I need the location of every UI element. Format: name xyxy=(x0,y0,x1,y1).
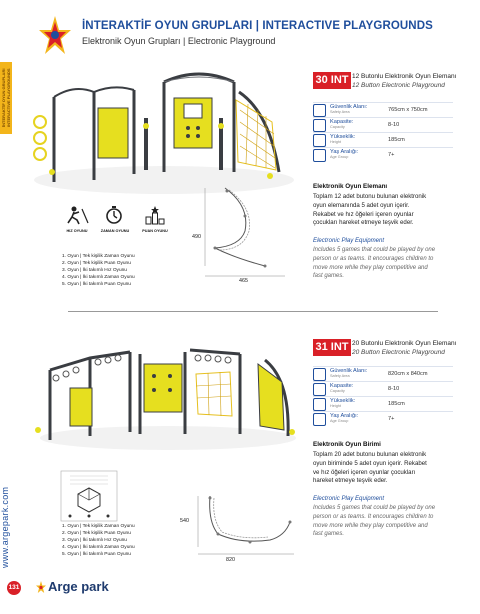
spec-label: Yükseklik: xyxy=(330,133,356,140)
brand-star-small-logo xyxy=(36,581,46,595)
product-code-badge: 31 INT xyxy=(313,339,351,356)
height-icon xyxy=(313,398,326,411)
product-title-en: 12 Button Electronic Playground xyxy=(352,82,445,89)
spec-row-safety xyxy=(313,366,453,381)
description-text: Toplam 12 adet butonu bulunan elektronik oyun elemanında 5 adet oyun içerir. Rekabet ve hız öğeleri içeren oyunlar çocukları hareket etmeye teşvik eder. xyxy=(313,193,427,227)
safety-area-icon xyxy=(313,368,326,381)
spec-value: 185cm xyxy=(388,137,405,143)
dimension-height: 490 xyxy=(192,234,201,240)
spec-value: 8-10 xyxy=(388,122,400,128)
brand-star-logo xyxy=(38,14,72,58)
spec-value: 765cm x 750cm xyxy=(388,107,428,113)
capacity-icon xyxy=(313,119,326,132)
spec-value: 7+ xyxy=(388,416,395,422)
spec-label: Yaş Aralığı: xyxy=(330,412,359,419)
spec-row-safety xyxy=(313,102,453,117)
page-title: İNTERAKTİF OYUN GRUPLARI | INTERACTIVE PLAYGROUNDS xyxy=(82,20,433,32)
games-list-item: 2. Oyun | Tek kişilik Puan Oyunu xyxy=(62,260,131,266)
brand-name: Arge park xyxy=(48,579,109,594)
speed-game-icon xyxy=(66,205,90,225)
spec-label-en: Age Group xyxy=(330,419,349,423)
game-mode-label: HIZ OYUNU xyxy=(66,229,88,233)
dimension-width: 820 xyxy=(226,557,235,563)
games-list-item: 4. Oyun | İki takımlı Zaman Oyunu xyxy=(62,544,135,550)
section-divider xyxy=(68,311,438,312)
description-heading: Elektronik Oyun Elemanı xyxy=(313,183,388,190)
spec-value: 185cm xyxy=(388,401,405,407)
spec-value: 8-10 xyxy=(388,386,400,392)
games-list-item: 2. Oyun | Tek kişilik Puan Oyunu xyxy=(62,530,131,536)
website-url[interactable]: www.argepark.com xyxy=(0,486,10,568)
page-number: 131 xyxy=(7,581,21,595)
game-modes-info-graphic xyxy=(60,470,118,522)
product-31-plan-view xyxy=(190,492,300,562)
spec-row-capacity xyxy=(313,117,453,132)
spec-row-height xyxy=(313,132,453,147)
spec-value: 820cm x 840cm xyxy=(388,371,428,377)
age-icon xyxy=(313,149,326,162)
games-list-item: 3. Oyun | İki takımlı Hız Oyunu xyxy=(62,537,127,543)
spec-label-en: Height xyxy=(330,140,341,144)
games-list xyxy=(62,524,182,559)
description-heading-en: Electronic Play Equipment xyxy=(313,495,385,502)
game-mode-label: PUAN OYUNU xyxy=(142,229,168,233)
spec-label-en: Capacity xyxy=(330,125,345,129)
description-text: Toplam 20 adet butonu bulunan elektronik oyun biriminde 5 adet oyun içerir. Rekabet ve hız öğeleri içeren oyunlar çocukları hareket etmeye teşvik eder. xyxy=(313,451,427,485)
game-modes xyxy=(58,205,178,237)
dimension-height: 540 xyxy=(180,518,189,524)
product-title-en: 20 Button Electronic Playground xyxy=(352,349,445,356)
spec-row-age xyxy=(313,147,453,162)
games-list-item: 5. Oyun | İki takımlı Puan Oyunu xyxy=(62,281,131,287)
height-icon xyxy=(313,134,326,147)
spec-label: Güvenlik Alanı: xyxy=(330,103,368,110)
spec-label-en: Age Group xyxy=(330,155,349,159)
games-list-item: 5. Oyun | İki takımlı Puan Oyunu xyxy=(62,551,131,557)
spec-label: Kapasite: xyxy=(330,382,354,389)
product-30-illustration xyxy=(24,62,299,202)
product-title: 12 Butonlu Elektronik Oyun Elemanı xyxy=(352,73,457,80)
games-list-item: 4. Oyun | İki takımlı Zaman Oyunu xyxy=(62,274,135,280)
games-list xyxy=(62,254,182,289)
spec-table xyxy=(313,102,453,162)
safety-area-icon xyxy=(313,104,326,117)
spec-label: Yükseklik: xyxy=(330,397,356,404)
score-game-icon xyxy=(144,205,166,225)
product-title: 20 Butonlu Elektronik Oyun Elemanı xyxy=(352,340,457,347)
spec-label-en: Safety Area xyxy=(330,374,350,378)
spec-label: Yaş Aralığı: xyxy=(330,148,359,155)
description-text-en: Includes 5 games that could be played by one person or as teams. It encourages children to move more while they play competitive and fast games. xyxy=(313,247,436,280)
product-30-plan-view xyxy=(195,186,295,281)
spec-value: 7+ xyxy=(388,152,395,158)
spec-row-capacity xyxy=(313,381,453,396)
spec-label-en: Capacity xyxy=(330,389,345,393)
timer-game-icon xyxy=(104,205,124,225)
page-subtitle: Elektronik Oyun Grupları | Electronic Playground xyxy=(82,36,276,46)
description-heading: Elektronik Oyun Birimi xyxy=(313,441,381,448)
spec-label: Güvenlik Alanı: xyxy=(330,367,368,374)
games-list-item: 1. Oyun | Tek kişilik Zaman Oyunu xyxy=(62,254,135,259)
capacity-icon xyxy=(313,383,326,396)
games-list-item: 1. Oyun | Tek kişilik Zaman Oyunu xyxy=(62,524,135,529)
spec-label-en: Safety Area xyxy=(330,110,350,114)
age-icon xyxy=(313,413,326,426)
spec-row-age xyxy=(313,411,453,426)
dimension-width: 465 xyxy=(239,278,248,284)
side-band-label: İNTERAKTİF OYUN GRUPLARI INTERACTIVE PLAYGROUNDS xyxy=(1,68,11,128)
game-mode-label: ZAMAN OYUNU xyxy=(100,229,130,233)
spec-label: Kapasite: xyxy=(330,118,354,125)
spec-label-en: Height xyxy=(330,404,341,408)
product-31-illustration xyxy=(30,330,300,455)
product-code-badge: 30 INT xyxy=(313,72,351,89)
description-heading-en: Electronic Play Equipment xyxy=(313,237,385,244)
spec-row-height xyxy=(313,396,453,411)
spec-table xyxy=(313,366,453,426)
description-text-en: Includes 5 games that could be played by one person or as teams. It encourages children to move more while they play competitive and fast games. xyxy=(313,505,436,538)
games-list-item: 3. Oyun | İki takımlı Hız Oyunu xyxy=(62,267,127,273)
